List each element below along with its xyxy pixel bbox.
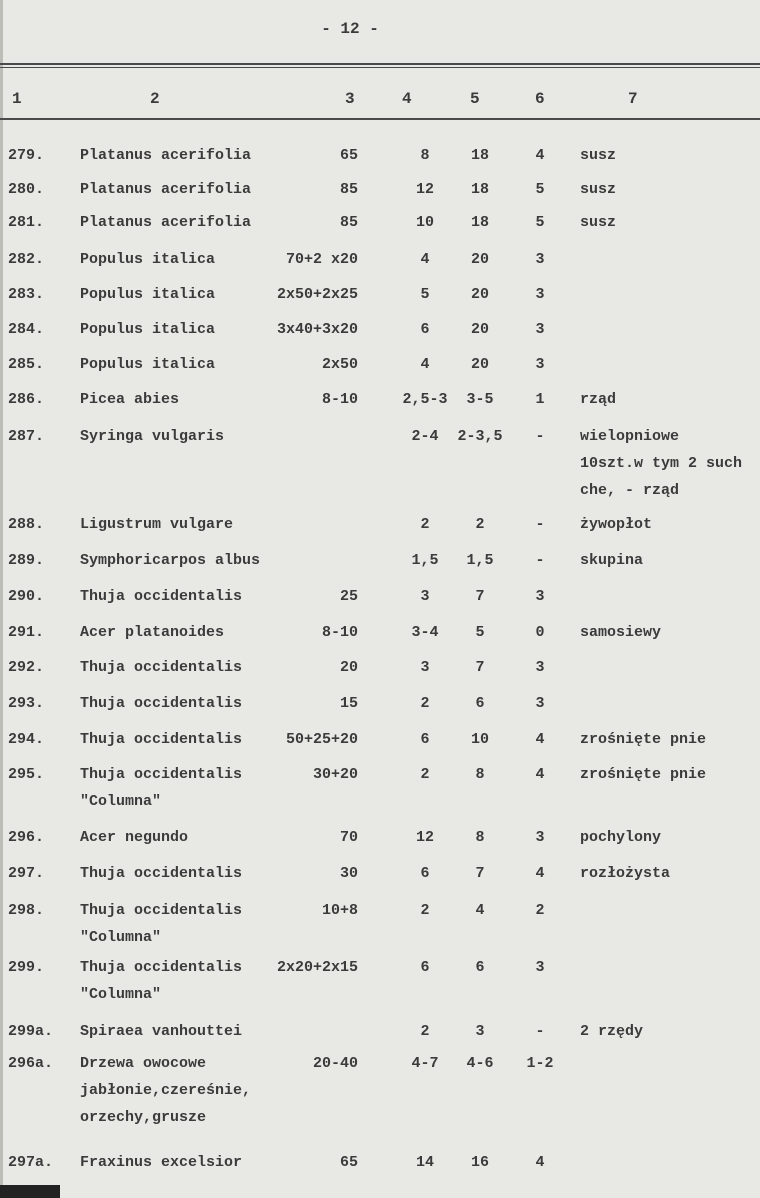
row-number: 281. bbox=[8, 214, 45, 231]
species-name: Populus italica bbox=[80, 321, 216, 338]
row-number: 296a. bbox=[8, 1055, 54, 1072]
col-3-value: 70 bbox=[339, 829, 358, 846]
row-number: 288. bbox=[8, 516, 45, 533]
col-5-value: 20 bbox=[470, 321, 489, 338]
species-name: Platanus acerifolia bbox=[80, 214, 252, 231]
col-5-value: 20 bbox=[470, 251, 489, 268]
col-4-value: 6 bbox=[420, 731, 430, 748]
row-number: 296. bbox=[8, 829, 45, 846]
species-name: Platanus acerifolia bbox=[80, 181, 252, 198]
remarks: zrośnięte pnie bbox=[580, 731, 707, 748]
col-6-value: 3 bbox=[535, 959, 545, 976]
col-4-value: 2,5-3 bbox=[402, 391, 448, 408]
col-6-value: 4 bbox=[535, 731, 545, 748]
remarks: rozłożysta bbox=[580, 865, 671, 882]
col-3-value: 8-10 bbox=[321, 624, 358, 641]
col-5-value: 18 bbox=[470, 214, 489, 231]
remarks: żywopłot bbox=[580, 516, 653, 533]
species-name: Ligustrum vulgare bbox=[80, 516, 234, 533]
col-3-value: 2x50 bbox=[321, 356, 358, 373]
header-col-6: 6 bbox=[535, 90, 545, 108]
species-name: Thuja occidentalis "Columna" bbox=[80, 959, 243, 1003]
remarks: susz bbox=[580, 214, 617, 231]
col-5-value: 3 bbox=[475, 1023, 485, 1040]
col-6-value: 1 bbox=[535, 391, 545, 408]
remarks: rząd bbox=[580, 391, 617, 408]
col-6-value: 3 bbox=[535, 321, 545, 338]
row-number: 291. bbox=[8, 624, 45, 641]
col-6-value: 4 bbox=[535, 1154, 545, 1171]
row-number: 289. bbox=[8, 552, 45, 569]
col-4-value: 3-4 bbox=[411, 624, 439, 641]
row-number: 297. bbox=[8, 865, 45, 882]
species-name: Thuja occidentalis bbox=[80, 659, 243, 676]
species-name: Thuja occidentalis bbox=[80, 695, 243, 712]
col-5-value: 7 bbox=[475, 588, 485, 605]
species-name: Thuja occidentalis "Columna" bbox=[80, 766, 243, 810]
row-number: 280. bbox=[8, 181, 45, 198]
col-4-value: 6 bbox=[420, 865, 430, 882]
col-3-value: 50+25+20 bbox=[285, 731, 358, 748]
col-3-value: 3x40+3x20 bbox=[276, 321, 358, 338]
remarks: wielopniowe 10szt.w tym 2 such che, - rząd bbox=[580, 428, 743, 499]
row-number: 284. bbox=[8, 321, 45, 338]
col-5-value: 18 bbox=[470, 181, 489, 198]
species-name: Acer negundo bbox=[80, 829, 189, 846]
col-6-value: - bbox=[535, 1023, 545, 1040]
col-4-value: 12 bbox=[415, 829, 434, 846]
col-4-value: 2 bbox=[420, 516, 430, 533]
col-6-value: 3 bbox=[535, 695, 545, 712]
col-3-value: 30 bbox=[339, 865, 358, 882]
remarks: 2 rzędy bbox=[580, 1023, 644, 1040]
top-rule-2 bbox=[0, 67, 760, 68]
col-5-value: 7 bbox=[475, 865, 485, 882]
col-6-value: - bbox=[535, 428, 545, 445]
col-3-value: 70+2 x20 bbox=[285, 251, 358, 268]
col-4-value: 3 bbox=[420, 588, 430, 605]
col-4-value: 6 bbox=[420, 321, 430, 338]
col-4-value: 2 bbox=[420, 695, 430, 712]
col-6-value: 4 bbox=[535, 147, 545, 164]
col-5-value: 6 bbox=[475, 695, 485, 712]
row-number: 283. bbox=[8, 286, 45, 303]
species-name: Platanus acerifolia bbox=[80, 147, 252, 164]
species-name: Thuja occidentalis bbox=[80, 731, 243, 748]
col-6-value: 5 bbox=[535, 214, 545, 231]
col-6-value: 3 bbox=[535, 356, 545, 373]
header-col-5: 5 bbox=[470, 90, 480, 108]
col-5-value: 6 bbox=[475, 959, 485, 976]
species-name: Drzewa owocowe jabłonie,czereśnie, orzechy,grusze bbox=[80, 1055, 252, 1126]
row-number: 290. bbox=[8, 588, 45, 605]
scan-edge-corner bbox=[0, 1185, 60, 1198]
col-4-value: 2 bbox=[420, 902, 430, 919]
species-name: Acer platanoides bbox=[80, 624, 225, 641]
row-number: 292. bbox=[8, 659, 45, 676]
col-3-value: 65 bbox=[339, 147, 358, 164]
col-3-value: 20-40 bbox=[312, 1055, 358, 1072]
page-number: - 12 - bbox=[321, 20, 379, 38]
col-6-value: 3 bbox=[535, 659, 545, 676]
remarks: samosiewy bbox=[580, 624, 662, 641]
species-name: Thuja occidentalis "Columna" bbox=[80, 902, 243, 946]
remarks: pochylony bbox=[580, 829, 662, 846]
species-name: Thuja occidentalis bbox=[80, 865, 243, 882]
col-4-value: 10 bbox=[415, 214, 434, 231]
col-4-value: 2 bbox=[420, 766, 430, 783]
remarks: zrośnięte pnie bbox=[580, 766, 707, 783]
col-4-value: 6 bbox=[420, 959, 430, 976]
col-5-value: 4-6 bbox=[466, 1055, 494, 1072]
col-4-value: 4-7 bbox=[411, 1055, 439, 1072]
col-3-value: 85 bbox=[339, 181, 358, 198]
col-5-value: 3-5 bbox=[466, 391, 494, 408]
species-name: Symphoricarpos albus bbox=[80, 552, 261, 569]
col-4-value: 3 bbox=[420, 659, 430, 676]
col-3-value: 25 bbox=[339, 588, 358, 605]
col-3-value: 85 bbox=[339, 214, 358, 231]
col-4-value: 4 bbox=[420, 251, 430, 268]
col-6-value: 3 bbox=[535, 251, 545, 268]
col-4-value: 2-4 bbox=[411, 428, 439, 445]
col-6-value: 5 bbox=[535, 181, 545, 198]
col-5-value: 20 bbox=[470, 286, 489, 303]
col-4-value: 14 bbox=[415, 1154, 434, 1171]
col-5-value: 20 bbox=[470, 356, 489, 373]
col-5-value: 1,5 bbox=[466, 552, 494, 569]
header-col-2: 2 bbox=[150, 90, 160, 108]
header-col-4: 4 bbox=[402, 90, 412, 108]
col-6-value: - bbox=[535, 552, 545, 569]
top-rule bbox=[0, 63, 760, 65]
col-6-value: - bbox=[535, 516, 545, 533]
col-5-value: 16 bbox=[470, 1154, 489, 1171]
species-name: Populus italica bbox=[80, 251, 216, 268]
row-number: 279. bbox=[8, 147, 45, 164]
col-6-value: 2 bbox=[535, 902, 545, 919]
col-3-value: 2x20+2x15 bbox=[276, 959, 358, 976]
row-number: 293. bbox=[8, 695, 45, 712]
remarks: susz bbox=[580, 147, 617, 164]
col-3-value: 65 bbox=[339, 1154, 358, 1171]
col-5-value: 2-3,5 bbox=[457, 428, 503, 445]
row-number: 299a. bbox=[8, 1023, 54, 1040]
species-name: Fraxinus excelsior bbox=[80, 1154, 243, 1171]
row-number: 287. bbox=[8, 428, 45, 445]
species-name: Thuja occidentalis bbox=[80, 588, 243, 605]
col-5-value: 8 bbox=[475, 829, 485, 846]
col-3-value: 30+20 bbox=[312, 766, 358, 783]
header-rule bbox=[0, 118, 760, 120]
row-number: 299. bbox=[8, 959, 45, 976]
col-6-value: 3 bbox=[535, 286, 545, 303]
species-name: Syringa vulgaris bbox=[80, 428, 225, 445]
col-5-value: 4 bbox=[475, 902, 485, 919]
col-4-value: 2 bbox=[420, 1023, 430, 1040]
col-3-value: 20 bbox=[339, 659, 358, 676]
col-4-value: 4 bbox=[420, 356, 430, 373]
col-6-value: 0 bbox=[535, 624, 545, 641]
row-number: 285. bbox=[8, 356, 45, 373]
species-name: Spiraea vanhouttei bbox=[80, 1023, 243, 1040]
col-4-value: 1,5 bbox=[411, 552, 439, 569]
col-3-value: 15 bbox=[339, 695, 358, 712]
header-col-3: 3 bbox=[345, 90, 355, 108]
col-4-value: 8 bbox=[420, 147, 430, 164]
species-name: Populus italica bbox=[80, 286, 216, 303]
col-5-value: 7 bbox=[475, 659, 485, 676]
col-6-value: 3 bbox=[535, 588, 545, 605]
col-5-value: 8 bbox=[475, 766, 485, 783]
col-3-value: 2x50+2x25 bbox=[276, 286, 358, 303]
remarks: susz bbox=[580, 181, 617, 198]
col-4-value: 5 bbox=[420, 286, 430, 303]
row-number: 297a. bbox=[8, 1154, 54, 1171]
scan-edge bbox=[0, 0, 3, 1198]
header-col-1: 1 bbox=[12, 90, 22, 108]
row-number: 286. bbox=[8, 391, 45, 408]
col-5-value: 10 bbox=[470, 731, 489, 748]
row-number: 295. bbox=[8, 766, 45, 783]
col-5-value: 18 bbox=[470, 147, 489, 164]
col-4-value: 12 bbox=[415, 181, 434, 198]
col-3-value: 10+8 bbox=[321, 902, 358, 919]
row-number: 282. bbox=[8, 251, 45, 268]
col-6-value: 4 bbox=[535, 766, 545, 783]
col-6-value: 4 bbox=[535, 865, 545, 882]
col-5-value: 2 bbox=[475, 516, 485, 533]
header-col-7: 7 bbox=[628, 90, 638, 108]
species-name: Picea abies bbox=[80, 391, 180, 408]
row-number: 298. bbox=[8, 902, 45, 919]
species-name: Populus italica bbox=[80, 356, 216, 373]
col-5-value: 5 bbox=[475, 624, 485, 641]
col-6-value: 3 bbox=[535, 829, 545, 846]
remarks: skupina bbox=[580, 552, 644, 569]
row-number: 294. bbox=[8, 731, 45, 748]
col-6-value: 1-2 bbox=[526, 1055, 554, 1072]
col-3-value: 8-10 bbox=[321, 391, 358, 408]
